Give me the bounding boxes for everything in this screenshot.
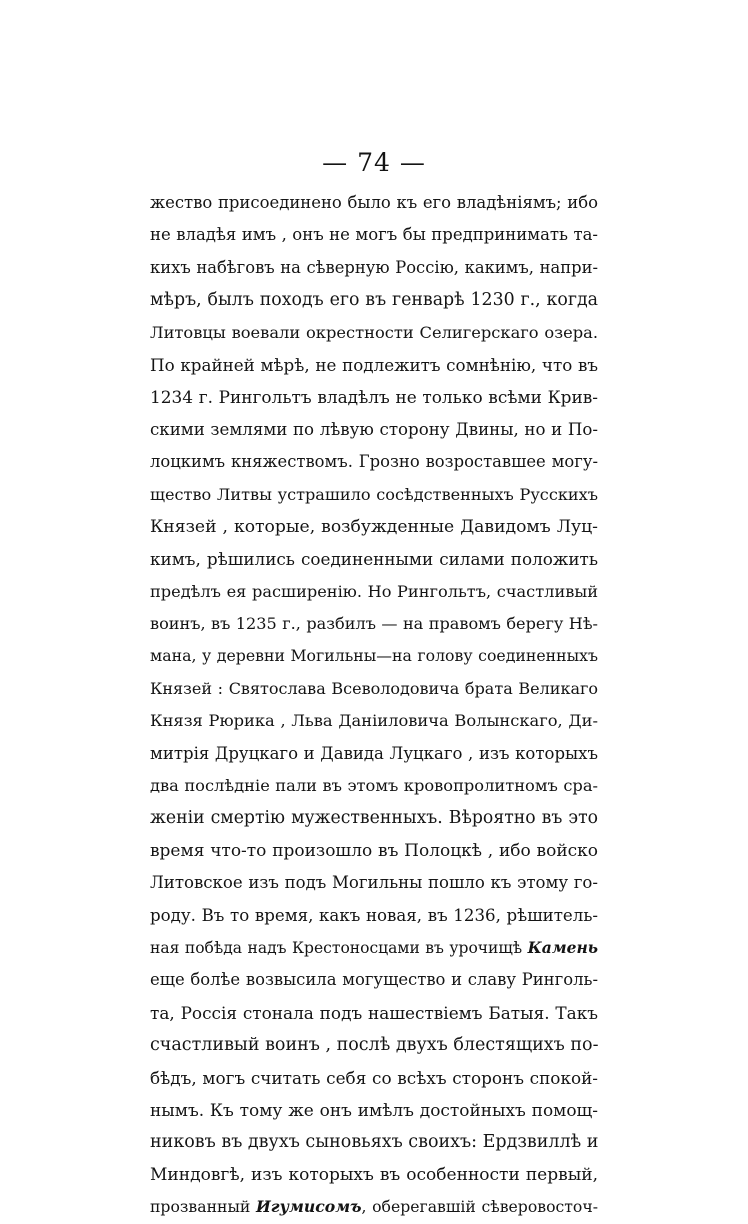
text-segment: мѣръ, былъ походъ его въ генварѣ 1230 г., когда (150, 290, 598, 311)
text-segment: По крайней мѣрѣ, не подлежитъ сомнѣнію, что въ (150, 354, 598, 375)
text-line (150, 964, 598, 996)
text-segment: ная побѣда надъ Крестоносцами въ урочищѣ (150, 938, 528, 957)
text-segment: кихъ набѣговъ на сѣверную Россію, какимъ, напри- (150, 257, 598, 277)
text-line (150, 1159, 598, 1191)
text-line (150, 349, 598, 381)
text-line (150, 479, 598, 511)
text-segment: нымъ. Къ тому же онъ имѣлъ достойныхъ помощ- (150, 1099, 598, 1120)
text-segment: кимъ, рѣшились соединенными силами положить (150, 549, 598, 570)
text-line (150, 576, 598, 608)
text-segment: митрія Друцкаго и Давида Луцкаго , изъ которыхъ (150, 743, 598, 763)
text-segment: не владѣя имъ , онъ не могъ бы предпринимать та- (150, 225, 598, 245)
text-segment: Князей : Святослава Всеволодовича брата Великаго (150, 678, 598, 698)
text-segment: жество присоединено было къ его владѣніямъ; ибо (150, 193, 598, 212)
text-line (150, 414, 598, 446)
text-segment: еще болѣе возвысила могущество и славу Ринголь- (150, 970, 598, 990)
text-segment: мана, у деревни Могильны—на голову соединенныхъ (150, 646, 598, 666)
text-line (150, 867, 598, 899)
text-line (150, 932, 598, 964)
text-line (150, 1029, 598, 1061)
text-segment: , оберегавшій сѣверовосточ- (361, 1197, 598, 1217)
text-segment: Литовское изъ подъ Могильны пошло къ этому го- (150, 873, 598, 893)
text-segment: время что-то произошло въ Полоцкѣ , ибо войско (150, 840, 598, 861)
text-line (150, 187, 598, 219)
page-number: — 74 — (322, 148, 426, 177)
text-line (150, 673, 598, 705)
text-line (150, 1062, 598, 1094)
text-line (150, 1094, 598, 1126)
text-line (150, 705, 598, 737)
text-line (150, 284, 598, 316)
text-line (150, 219, 598, 251)
body-text (150, 187, 598, 1224)
text-line (150, 543, 598, 575)
emphasized-text: Камень (527, 937, 598, 957)
text-line (150, 802, 598, 834)
text-segment: бѣдъ, могъ считать себя со всѣхъ сторонъ спокой- (150, 1067, 598, 1088)
text-segment: никовъ въ двухъ сыновьяхъ своихъ: Ердзвиллѣ и (150, 1132, 599, 1153)
emphasized-text: Игумисомъ (256, 1197, 362, 1217)
text-line (150, 900, 598, 932)
text-line (150, 252, 598, 284)
text-line (150, 446, 598, 478)
text-segment: скими землями по лѣвую сторону Двины, но и По- (150, 419, 598, 439)
text-line (150, 1191, 598, 1223)
text-segment: воинъ, въ 1235 г., разбилъ — на правомъ берегу Нѣ- (150, 614, 598, 634)
text-line (150, 511, 598, 543)
text-segment: женіи смертію мужественныхъ. Вѣроятно въ это (150, 808, 598, 829)
text-segment: предѣлъ ея расширенію. Но Рингольтъ, счастливый (150, 581, 598, 601)
text-segment: Князей , которые, возбужденные Давидомъ Луц- (150, 516, 598, 537)
text-line (150, 381, 598, 413)
text-segment: Князя Рюрика , Льва Даніиловича Волынскаго, Ди- (150, 711, 598, 731)
text-segment: Литовцы воевали окрестности Селигерскаго озера. (150, 322, 598, 342)
text-segment: 1234 г. Рингольтъ владѣлъ не только всѣми Крив- (150, 387, 598, 408)
text-line (150, 640, 598, 672)
text-segment: счастливый воинъ , послѣ двухъ блестящихъ по- (150, 1035, 599, 1056)
text-segment: Миндовгѣ, изъ которыхъ въ особенности первый, (150, 1164, 598, 1185)
text-segment: два послѣдніе пали въ этомъ кровопролитномъ сра- (150, 776, 598, 796)
text-line (150, 997, 598, 1029)
text-segment: та, Россія стонала подъ нашествіемъ Батыя. Такъ (150, 1002, 598, 1023)
text-line (150, 317, 598, 349)
text-line (150, 738, 598, 770)
text-segment: прозванный (150, 1197, 256, 1217)
text-line (150, 770, 598, 802)
text-segment: роду. Въ то время, какъ новая, въ 1236, рѣшитель- (150, 905, 598, 925)
text-line (150, 608, 598, 640)
text-segment: лоцкимъ княжествомъ. Грозно возроставшее могу- (150, 452, 598, 472)
text-line (150, 835, 598, 867)
text-line (150, 1126, 598, 1158)
text-segment: щество Литвы устрашило сосѣдственныхъ Русскихъ (150, 484, 598, 504)
